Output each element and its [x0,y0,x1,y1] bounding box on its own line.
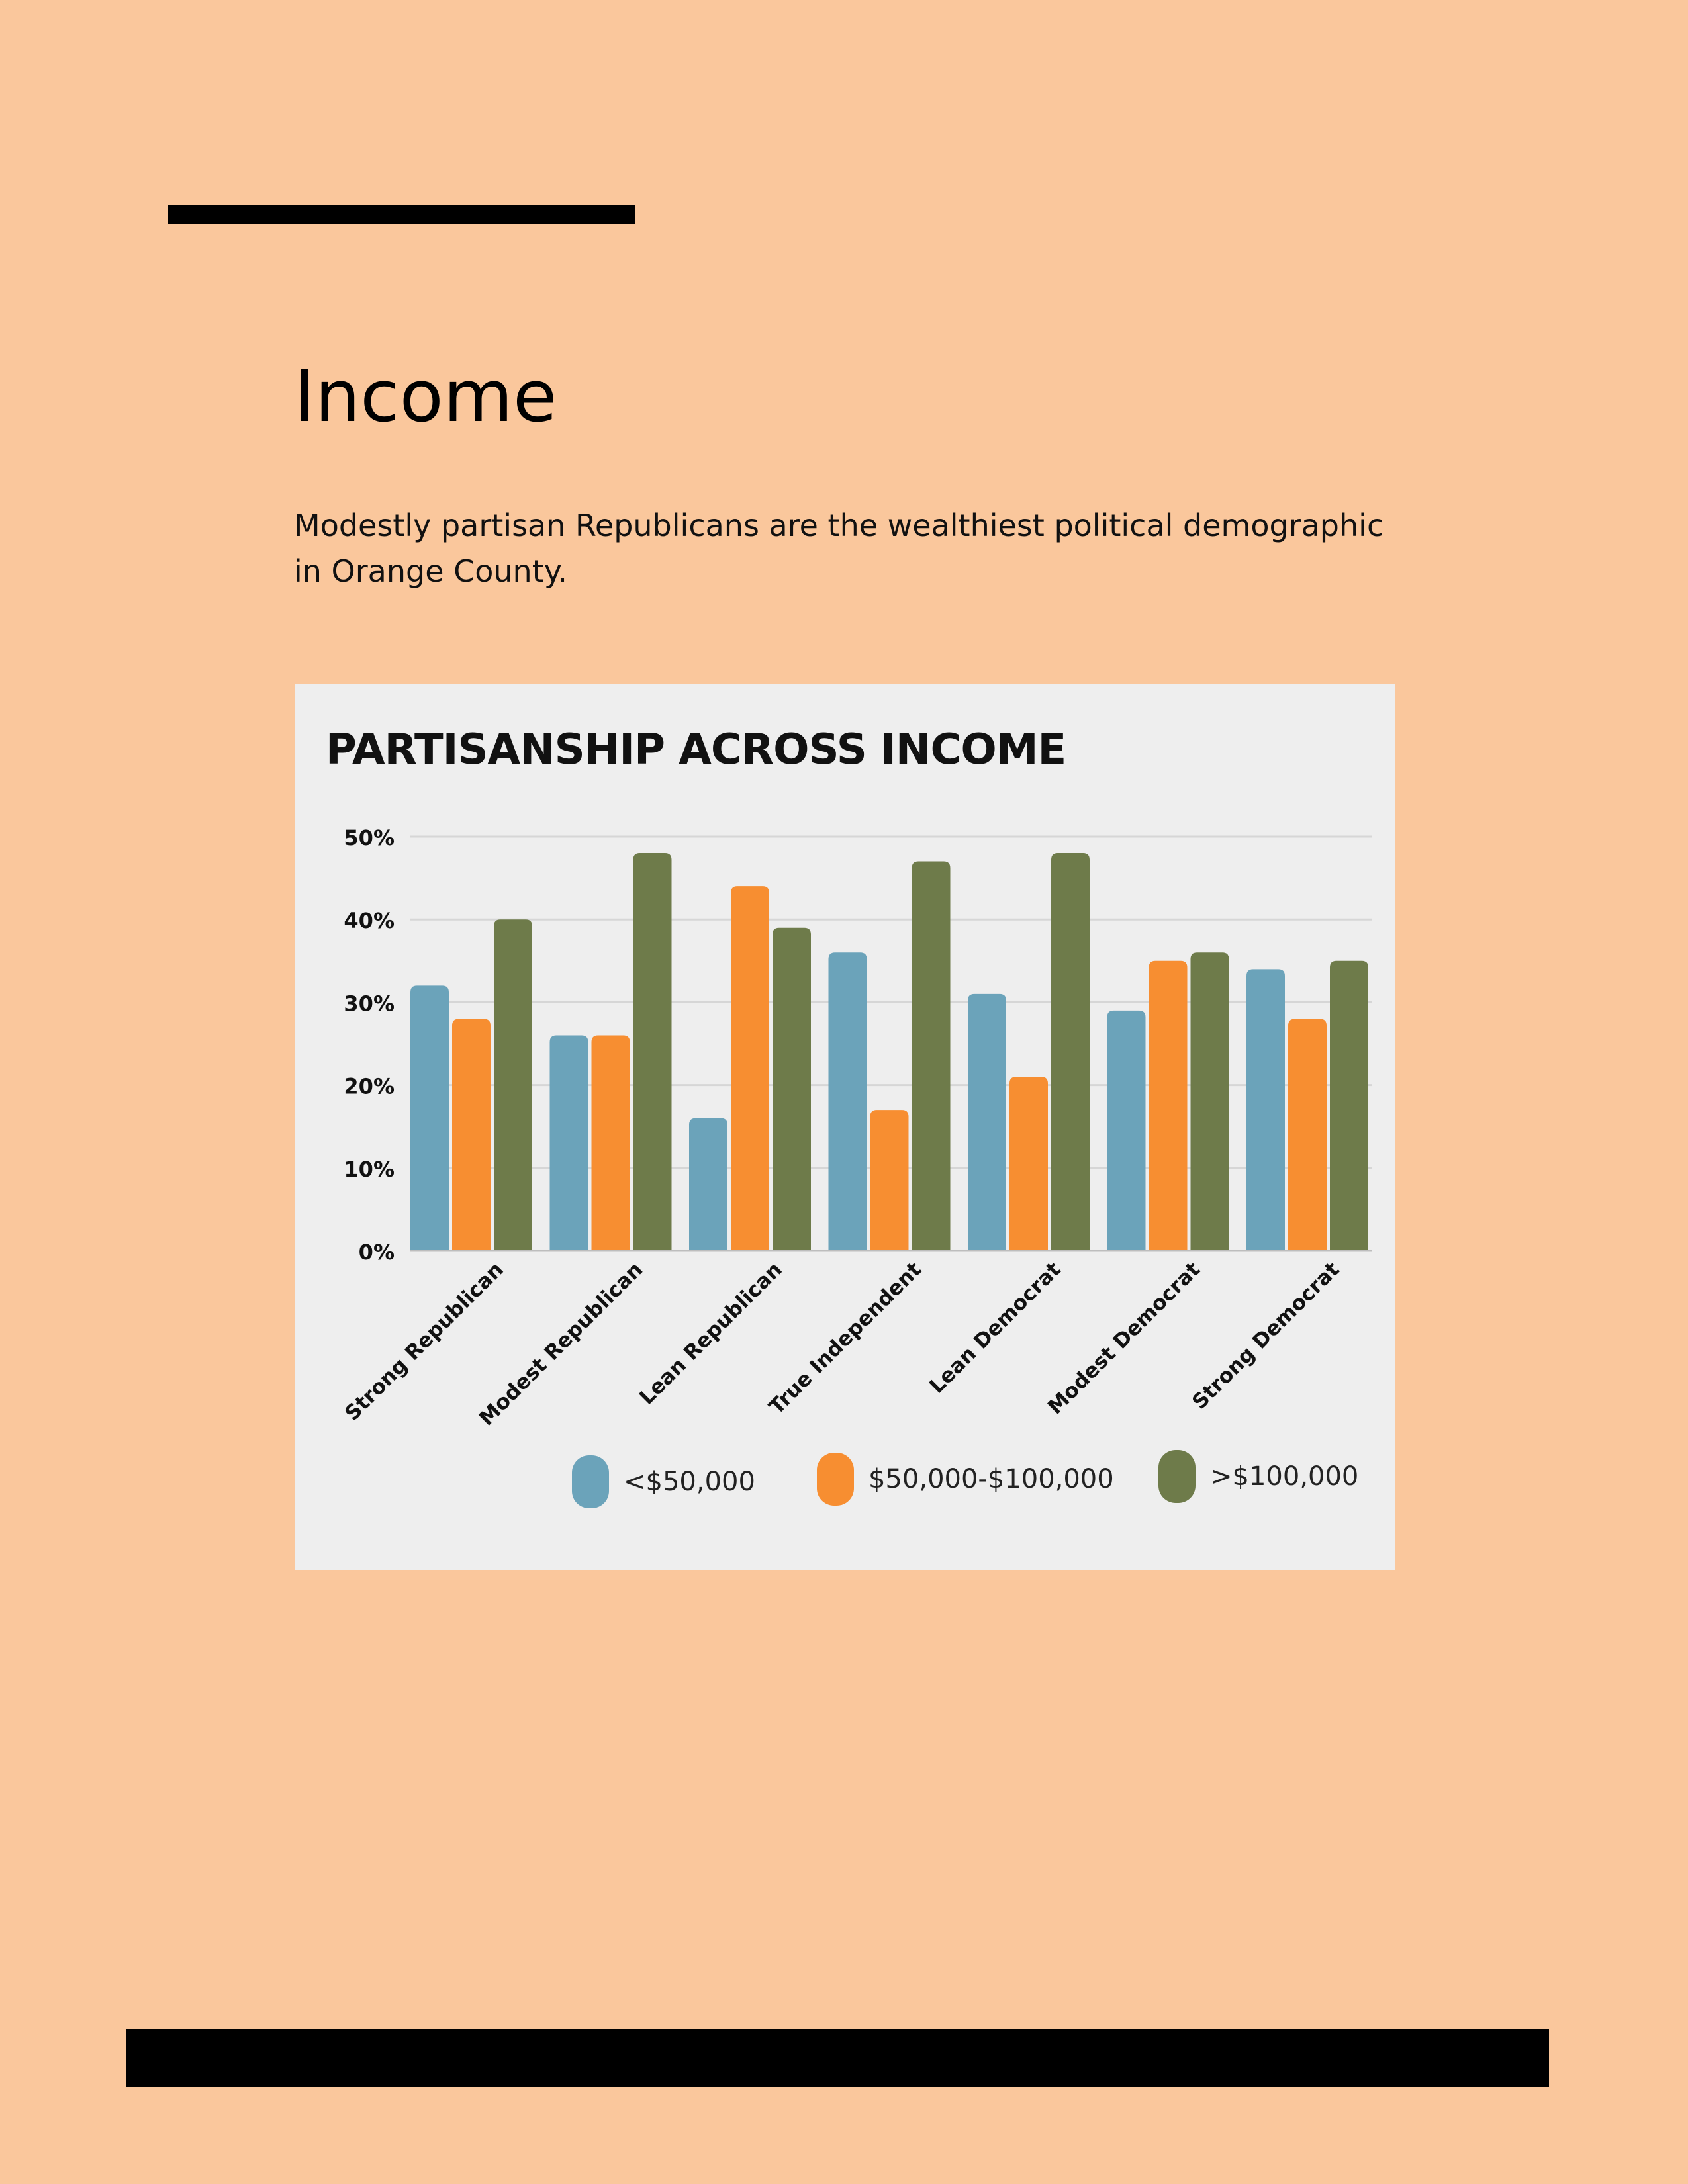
legend-swatch-50k-100k [817,1453,854,1506]
bar-modest-democrat-100-000 [1191,952,1229,1251]
y-tick-label: 50% [344,825,395,850]
bar-modest-republican-50-000-100-000 [592,1035,630,1251]
bars [410,853,1368,1251]
top-decorative-rule [168,205,635,224]
legend-label-over-100k: >$100,000 [1210,1461,1359,1492]
x-tick-label: Lean Democrat [925,1257,1066,1398]
bar-strong-democrat-100-000 [1330,961,1368,1251]
chart-title: PARTISANSHIP ACROSS INCOME [326,725,1066,774]
bar-strong-republican-50-000-100-000 [452,1019,491,1251]
bar-lean-democrat-50-000-100-000 [1009,1077,1048,1251]
x-tick-label: Lean Republican [635,1257,787,1410]
bar-lean-republican-100-000 [773,928,811,1251]
x-tick-label: Strong Democrat [1188,1257,1344,1414]
legend-item-under-50k [572,1452,755,1512]
y-tick-label: 10% [344,1156,395,1182]
page-title: Income [294,355,557,438]
intro-paragraph: Modestly partisan Republicans are the wealthiest political demographic in Orange County. [294,508,1384,589]
legend-label-under-50k: <$50,000 [624,1467,755,1497]
y-tick-label: 0% [358,1240,395,1265]
bar-true-independent-50-000-100-000 [870,1110,909,1251]
bar-modest-republican-50-000 [550,1035,588,1251]
y-tick-label: 30% [344,991,395,1017]
bar-lean-republican-50-000 [689,1118,727,1251]
bar-modest-democrat-50-000 [1107,1011,1146,1251]
bar-lean-republican-50-000-100-000 [731,886,769,1251]
legend-swatch-over-100k [1158,1450,1196,1503]
y-tick-label: 40% [344,908,395,934]
y-axis-ticks [344,825,395,1265]
bar-lean-democrat-50-000 [968,994,1006,1251]
bar-strong-republican-100-000 [494,919,532,1251]
bar-strong-democrat-50-000-100-000 [1288,1019,1327,1251]
bar-lean-democrat-100-000 [1051,853,1090,1251]
bar-strong-democrat-50-000 [1246,969,1285,1251]
y-tick-label: 20% [344,1073,395,1099]
bar-true-independent-100-000 [912,862,951,1251]
bottom-decorative-rule [126,2029,1549,2087]
bar-true-independent-50-000 [829,952,867,1251]
legend-item-over-100k [1158,1447,1358,1506]
bar-chart [295,684,1395,1570]
x-tick-label: Modest Republican [474,1257,648,1431]
x-tick-label: Modest Democrat [1043,1257,1205,1420]
bar-modest-republican-100-000 [633,853,672,1251]
chart-card [295,684,1395,1570]
legend-item-50k-100k [817,1449,1114,1509]
bar-strong-republican-50-000 [410,985,449,1251]
legend-label-50k-100k: $50,000-$100,000 [868,1464,1114,1494]
legend-swatch-under-50k [572,1455,609,1508]
bar-modest-democrat-50-000-100-000 [1149,961,1188,1251]
x-tick-label: True Independent [765,1257,927,1420]
x-axis-ticks [340,1257,1344,1430]
x-tick-label: Strong Republican [340,1257,508,1426]
